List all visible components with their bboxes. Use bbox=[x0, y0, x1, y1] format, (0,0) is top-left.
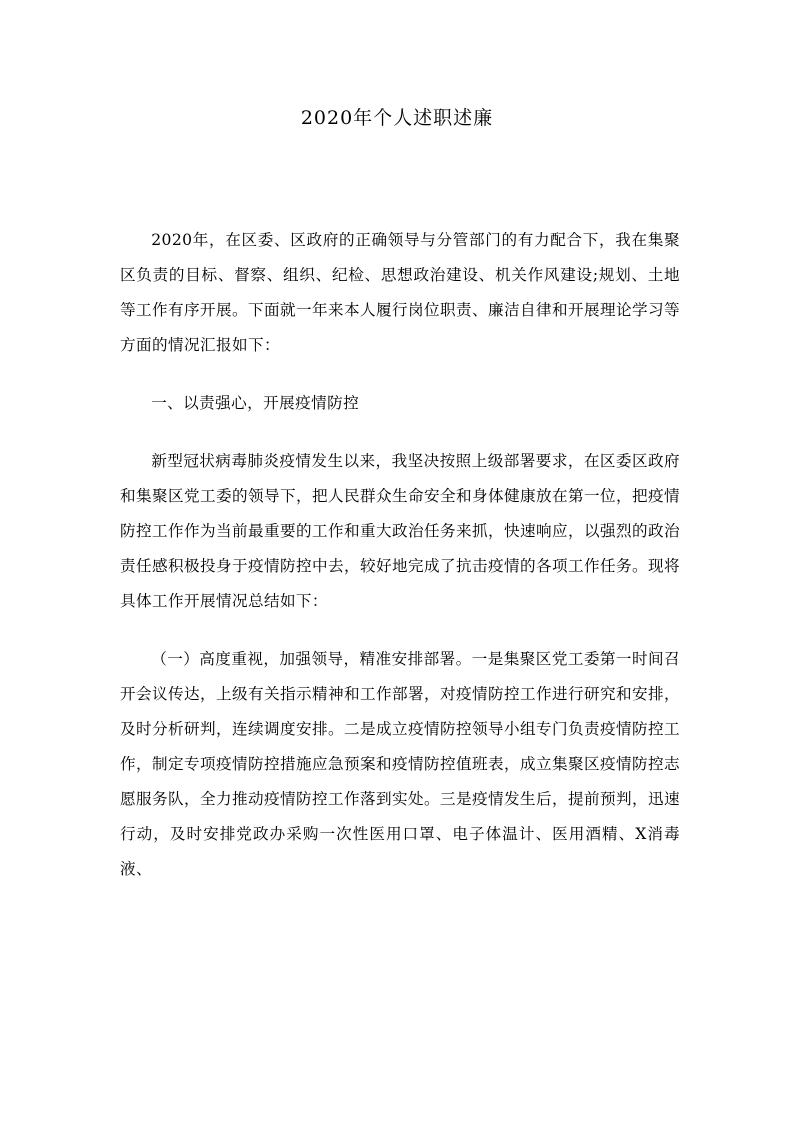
document-body bbox=[120, 223, 680, 910]
intro-paragraph: 2020年，在区委、区政府的正确领导与分管部门的有力配合下，我在集聚区负责的目标、督察、组织、纪检、思想政治建设、机关作风建设;规划、土地等工作有序开展。下面就一年来本人履行岗位职责、廉洁自律和开展理论学习等方面的情况汇报如下： bbox=[120, 231, 680, 354]
section-heading: 一、以责强心，开展疫情防控 bbox=[151, 394, 360, 412]
document-title: 2020年个人述职述廉 bbox=[300, 107, 494, 129]
leadership-paragraph: （一）高度重视，加强领导，精准安排部署。一是集聚区党工委第一时间召开会议传达，上级有关指示精神和工作部署，对疫情防控工作进行研究和安排，及时分析研判，连续调度安排。二是成立疫情防控领导小组专门负责疫情防控工作，制定专项疫情防控措施应急预案和疫情防控值班表，成立集聚区疫情防控志愿服务队，全力推动疫情防控工作落到实处。三是疫情发生后，提前预判，迅速行动，及时安排党政办采购一次性医用口罩、电子体温计、医用酒精、X消毒液、 bbox=[120, 650, 680, 878]
epidemic-paragraph: 新型冠状病毒肺炎疫情发生以来，我坚决按照上级部署要求，在区委区政府和集聚区党工委的领导下，把人民群众生命安全和身体健康放在第一位，把疫情防控工作作为当前最重要的工作和重大政治任务来抓，快速响应，以强烈的政治责任感积极投身于疫情防控中去，较好地完成了抗击疫情的各项工作任务。现将具体工作开展情况总结如下： bbox=[120, 452, 680, 610]
